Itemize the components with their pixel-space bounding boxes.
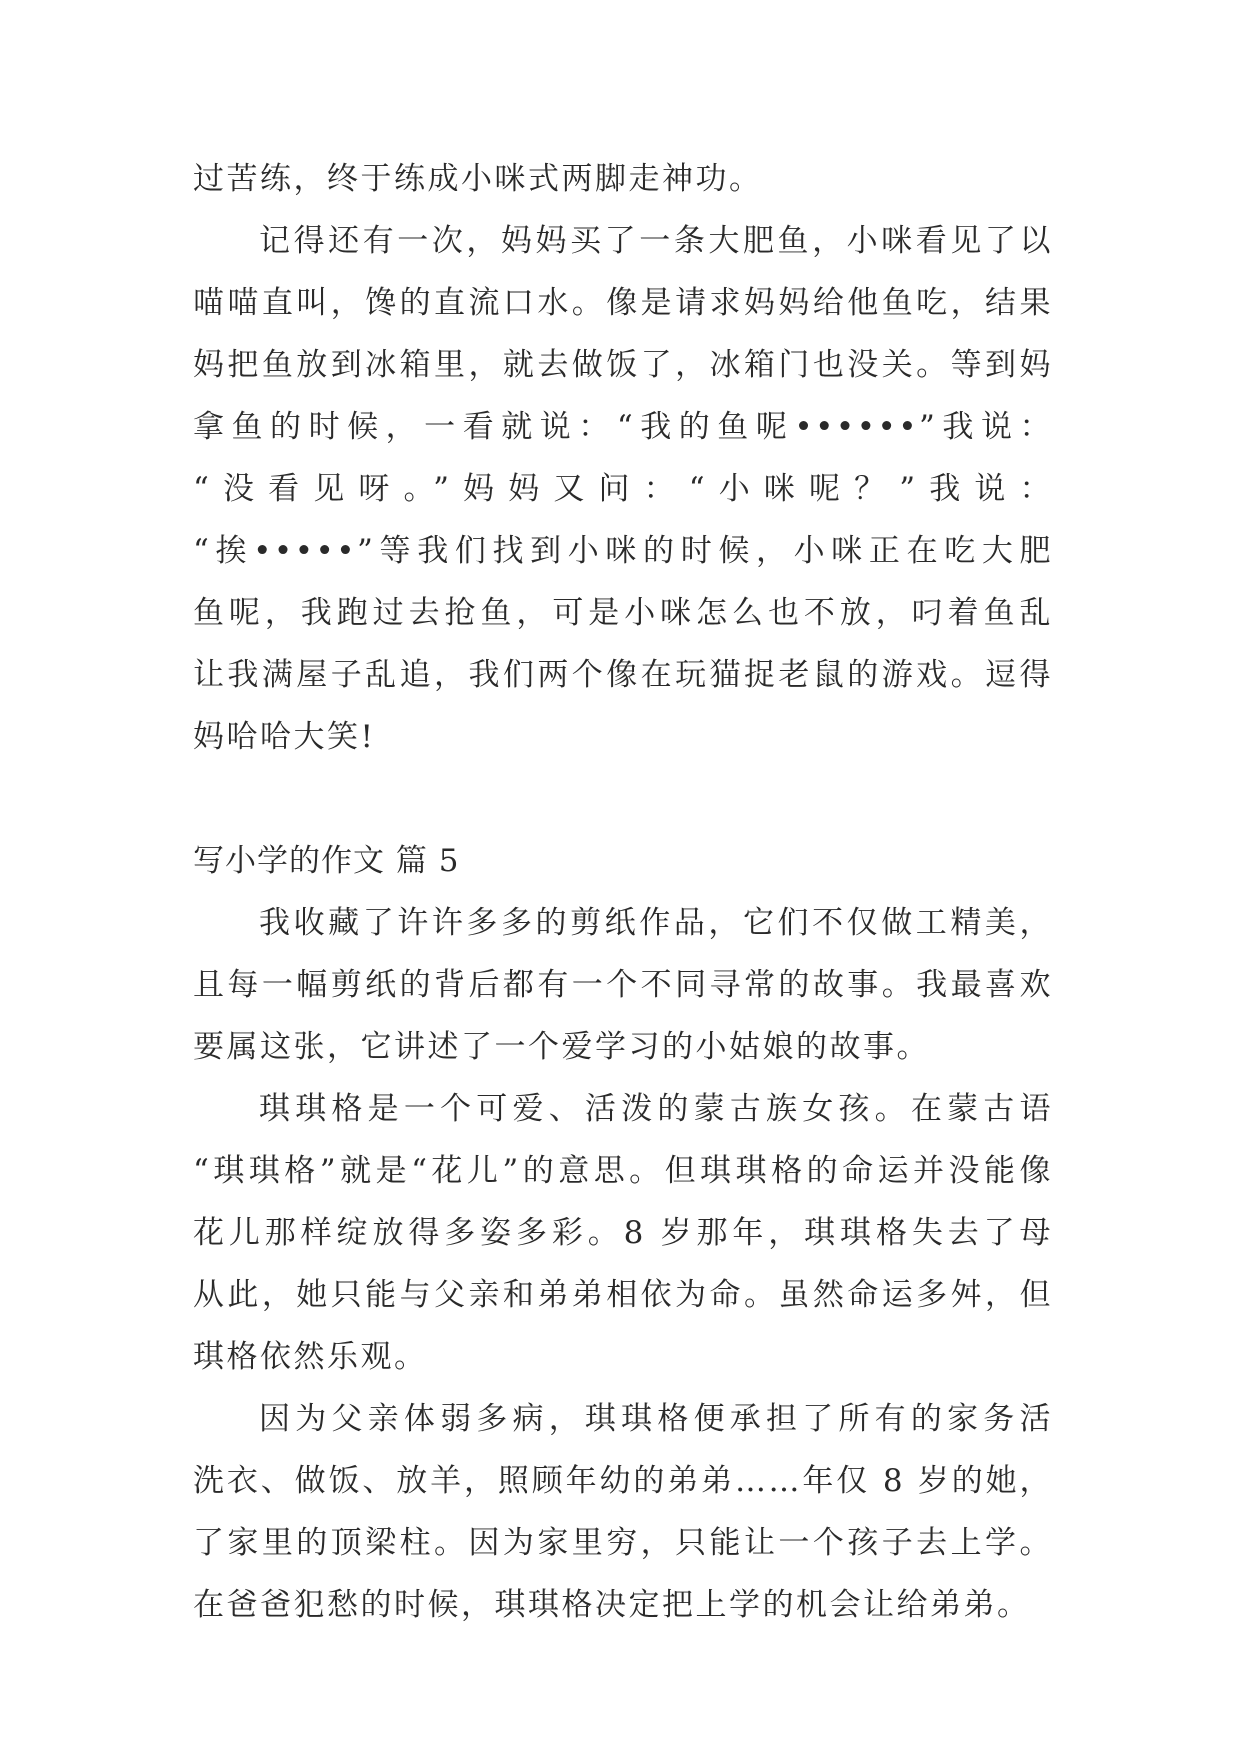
paragraph-line: “琪琪格”就是“花儿”的意思。但琪琪格的命运并没能像 [193,1153,1053,1189]
paragraph-line: 因为父亲体弱多病，琪琪格便承担了所有的家务活 [259,1401,1053,1437]
paragraph-line: “没看见呀。”妈妈又问：“小咪呢？”我说： [193,471,1053,507]
paragraph-line: 要属这张，它讲述了一个爱学习的小姑娘的故事。 [193,1029,930,1065]
paragraph-line: “挨•••••”等我们找到小咪的时候，小咪正在吃大肥 [193,533,1053,569]
paragraph-line: 记得还有一次，妈妈买了一条大肥鱼，小咪看见了以 [259,223,1053,259]
paragraph-line: 过苦练，终于练成小咪式两脚走神功。 [193,161,763,197]
section-spacer [193,768,1053,830]
paragraph-line: 从此，她只能与父亲和弟弟相依为命。虽然命运多舛，但 [193,1277,1053,1313]
paragraph-line: 我收藏了许许多多的剪纸作品，它们不仅做工精美， [259,905,1053,941]
paragraph-line: 妈哈哈大笑! [193,719,376,755]
paragraph-line: 喵喵直叫，馋的直流口水。像是请求妈妈给他鱼吃，结果 [193,285,1053,321]
paragraph-line: 让我满屋子乱追，我们两个像在玩猫捉老鼠的游戏。逗得 [193,657,1053,693]
paragraph-line: 妈把鱼放到冰箱里，就去做饭了，冰箱门也没关。等到妈 [193,347,1053,383]
paragraph-line: 了家里的顶梁柱。因为家里穷，只能让一个孩子去上学。 [193,1525,1053,1561]
paragraph-line: 花儿那样绽放得多姿多彩。8 岁那年，琪琪格失去了母 [193,1215,1053,1251]
paragraph-line: 鱼呢，我跑过去抢鱼，可是小咪怎么也不放，叼着鱼乱 [193,595,1053,631]
paragraph-line: 琪格依然乐观。 [193,1339,428,1375]
document-body [193,148,1053,1636]
paragraph-line: 拿鱼的时候，一看就说：“我的鱼呢••••••”我说： [193,409,1053,445]
paragraph-line: 在爸爸犯愁的时候，琪琪格决定把上学的机会让给弟弟。 [193,1587,1031,1623]
paragraph-line: 洗衣、做饭、放羊，照顾年幼的弟弟……年仅 8 岁的她， [193,1463,1053,1499]
paragraph-line: 琪琪格是一个可爱、活泼的蒙古族女孩。在蒙古语 [259,1091,1053,1127]
section-heading: 写小学的作文 篇 5 [193,843,460,879]
paragraph-line: 且每一幅剪纸的背后都有一个不同寻常的故事。我最喜欢 [193,967,1053,1003]
